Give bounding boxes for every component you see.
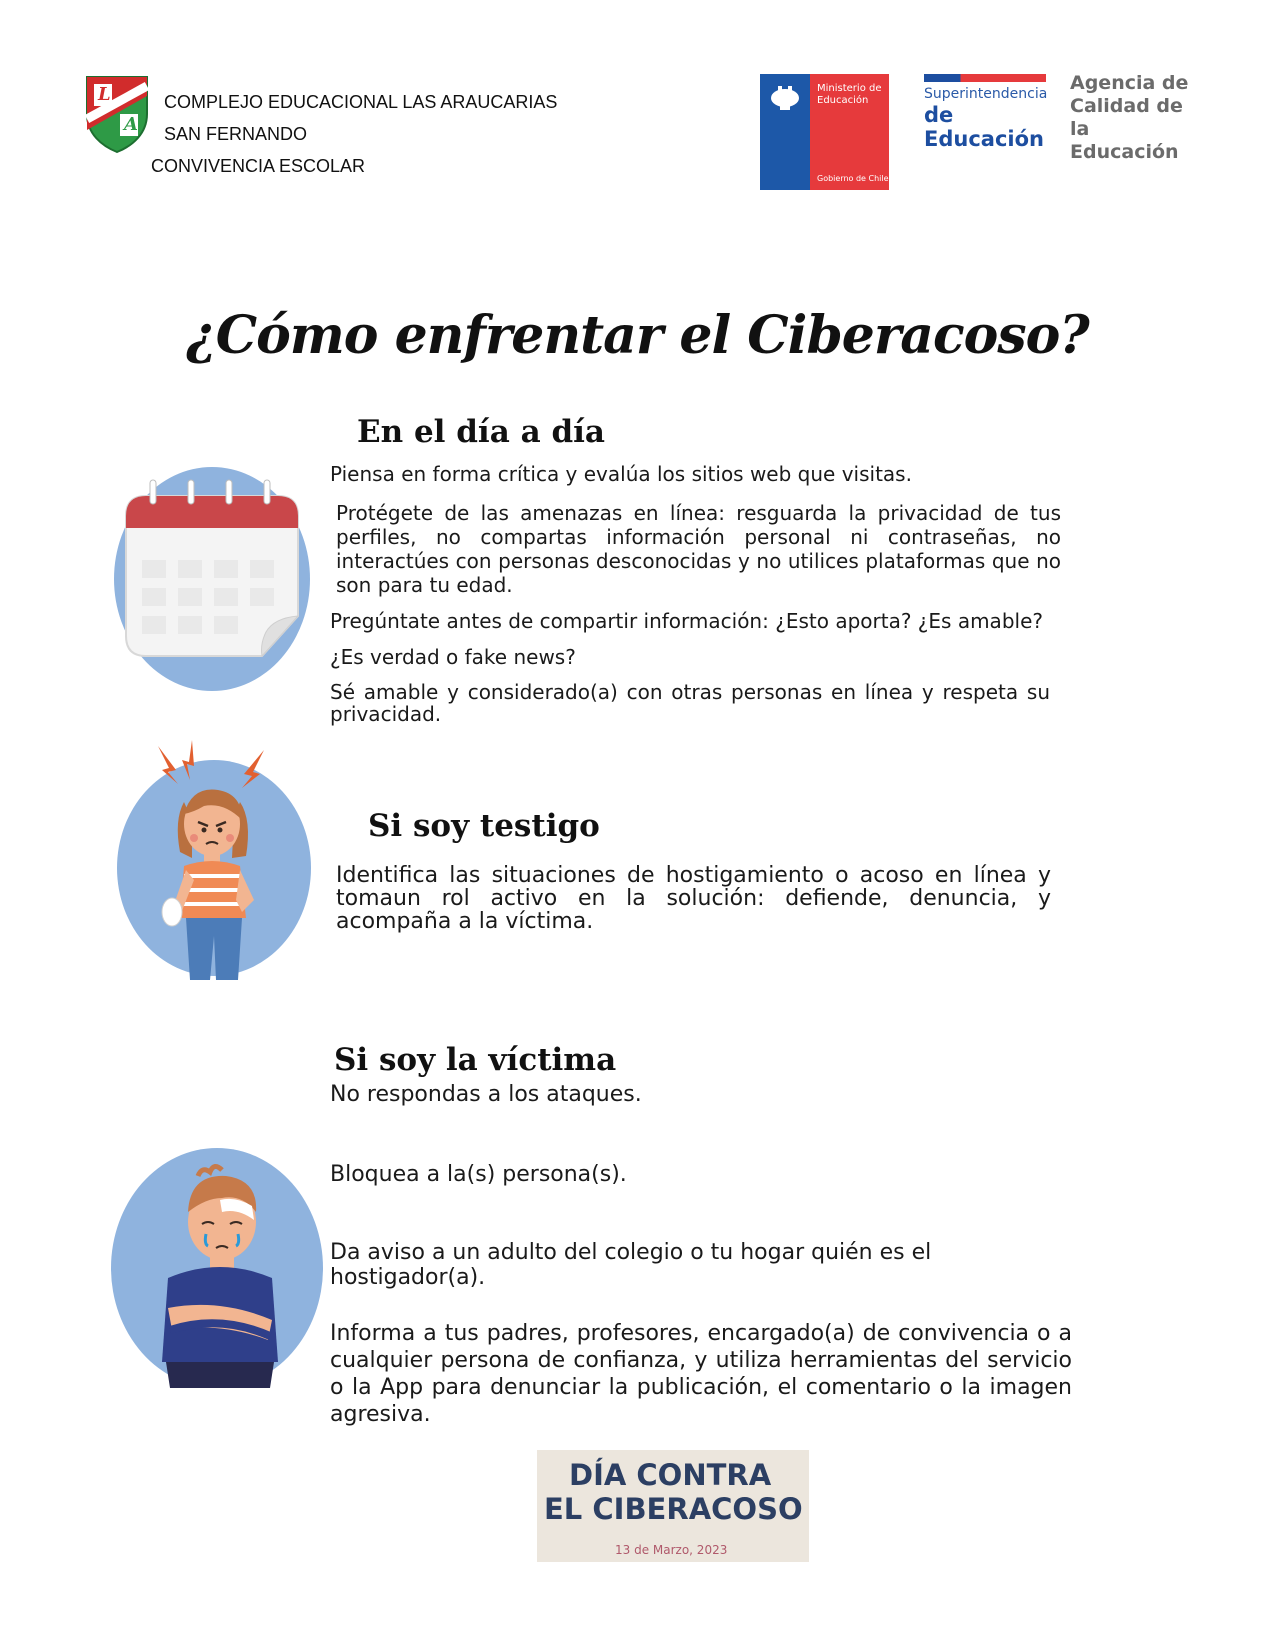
superintendencia-line1: Superintendencia xyxy=(924,86,1048,102)
section-witness-title: Si soy testigo xyxy=(368,808,600,844)
victim-tip-3: Da aviso a un adulto del colegio o tu hogar quién es el hostigador(a). xyxy=(330,1240,932,1290)
school-name: COMPLEJO EDUCACIONAL LAS ARAUCARIAS xyxy=(164,92,558,112)
logo-letter-l: L xyxy=(98,84,111,105)
agencia-line3: Educación xyxy=(1070,141,1179,163)
witness-illustration xyxy=(114,740,314,980)
agencia-line1: Agencia de xyxy=(1070,72,1189,94)
school-city: SAN FERNANDO xyxy=(164,124,308,144)
ministerio-educacion-logo xyxy=(760,74,889,190)
daily-tip-5: Sé amable y considerado(a) con otras personas en línea y respeta su privacidad. xyxy=(330,680,1050,726)
school-logo xyxy=(84,74,150,154)
banner-date: 13 de Marzo, 2023 xyxy=(615,1543,728,1557)
calendar-illustration xyxy=(112,466,312,691)
ministerio-line1: Ministerio de xyxy=(817,83,882,94)
victim-tip-4: Informa a tus padres, profesores, encargado(a) de convivencia o a cualquier persona de confianza, y utiliza herramientas del servicio o la App para denunciar la publicación, el comentario o la imagen agresiva. xyxy=(330,1321,1072,1427)
ministerio-footer: Gobierno de Chile xyxy=(817,174,889,183)
banner-line2: EL CIBERACOSO xyxy=(544,1492,803,1526)
daily-tip-3: Pregúntate antes de compartir información: ¿Esto aporta? ¿Es amable? xyxy=(330,609,1043,633)
daily-tip-4: ¿Es verdad o fake news? xyxy=(330,645,576,669)
section-victim-title: Si soy la víctima xyxy=(334,1042,617,1078)
logo-letter-a: A xyxy=(124,114,138,135)
superintendencia-line2: de Educación xyxy=(924,103,1044,151)
ministerio-line2: Educación xyxy=(817,95,869,106)
superintendencia-logo xyxy=(924,74,1048,151)
victim-tip-2: Bloquea a la(s) persona(s). xyxy=(330,1162,627,1187)
daily-tip-1: Piensa en forma crítica y evalúa los sitios web que visitas. xyxy=(330,462,912,486)
agencia-line2: Calidad de la xyxy=(1070,95,1183,140)
section-daily-title: En el día a día xyxy=(357,414,605,450)
page-title: ¿Cómo enfrentar el Ciberacoso? xyxy=(186,305,1089,366)
witness-tip-1: Identifica las situaciones de hostigamiento o acoso en línea y tomaun rol activo en la solución: defiende, denuncia, y acompaña a la víctima. xyxy=(336,863,1051,934)
campaign-banner xyxy=(537,1450,809,1562)
banner-line1: DÍA CONTRA xyxy=(569,1458,772,1492)
agencia-calidad-logo xyxy=(1070,72,1200,163)
school-department: CONVIVENCIA ESCOLAR xyxy=(151,156,366,176)
superintendencia-bar xyxy=(924,74,1046,82)
daily-tip-2: Protégete de las amenazas en línea: resguarda la privacidad de tus perfiles, no compartas información personal ni contraseñas, no interactúes con personas desconocidas y no utilices plataformas que no son para tu edad. xyxy=(336,501,1061,597)
victim-tip-1: No respondas a los ataques. xyxy=(330,1082,642,1107)
victim-illustration xyxy=(110,1148,325,1388)
